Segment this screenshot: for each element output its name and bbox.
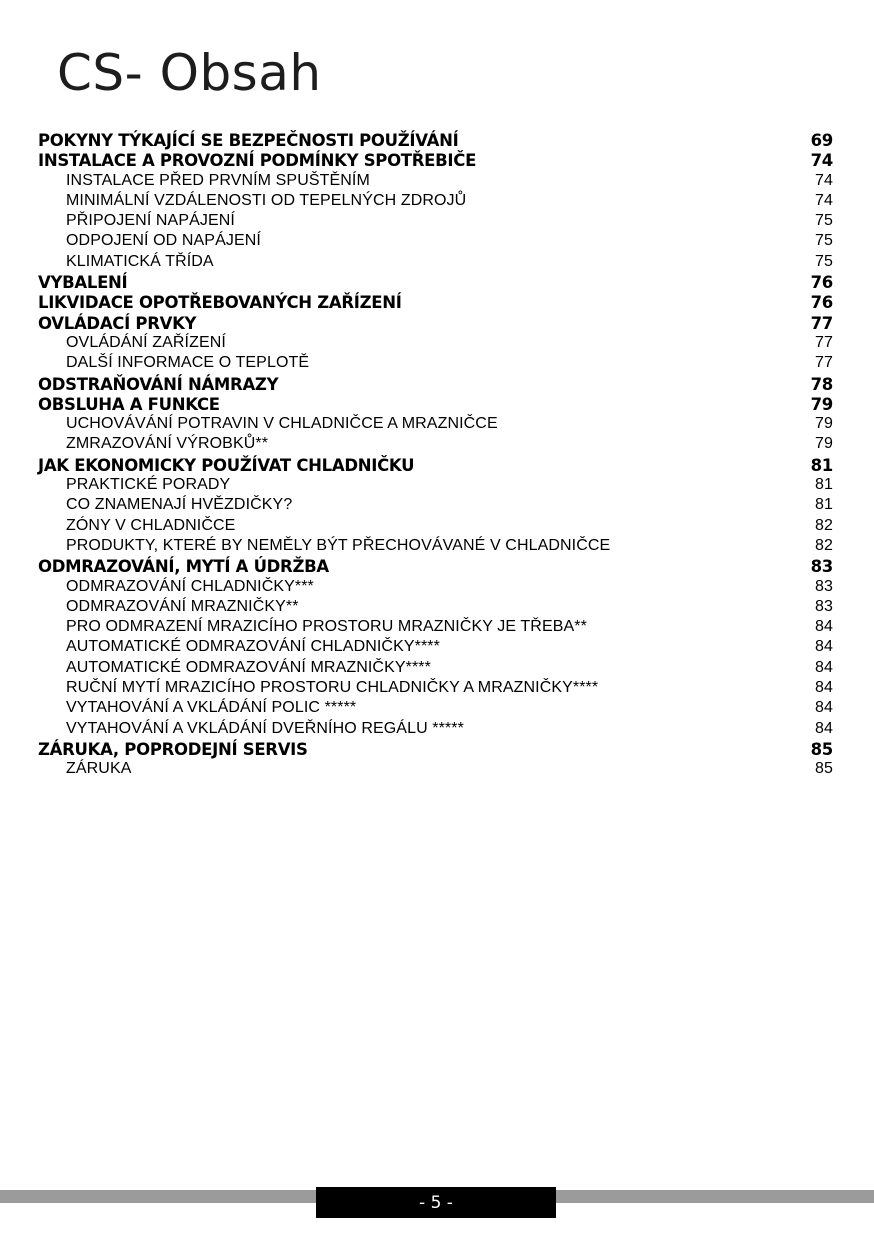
toc-entry-page: 74 <box>815 171 833 189</box>
toc-entry-page: 76 <box>810 273 833 293</box>
toc-entry-label: ODMRAZOVÁNÍ, MYTÍ A ÚDRŽBA <box>38 557 329 577</box>
toc-entry <box>38 415 833 435</box>
toc-entry <box>38 354 833 374</box>
toc-entry-label: KLIMATICKÁ TŘÍDA <box>66 252 214 270</box>
toc-entry <box>38 598 833 618</box>
toc-entry <box>38 293 833 313</box>
toc-entry-label: AUTOMATICKÉ ODMRAZOVÁNÍ CHLADNIČKY**** <box>66 638 440 656</box>
toc-entry <box>38 638 833 658</box>
toc-entry-page: 84 <box>815 699 833 717</box>
toc-entry-label: OBSLUHA A FUNKCE <box>38 394 220 414</box>
toc-entry-page: 79 <box>815 435 833 453</box>
toc-entry-page: 85 <box>810 739 833 759</box>
toc-entry-label: MINIMÁLNÍ VZDÁLENOSTI OD TEPELNÝCH ZDROJŮ <box>66 191 467 209</box>
toc-entry-page: 77 <box>815 333 833 351</box>
toc-entry-page: 81 <box>810 455 833 475</box>
toc-entry-page: 69 <box>810 131 833 150</box>
toc-entry-page: 84 <box>815 658 833 676</box>
toc-entry-page: 84 <box>815 719 833 737</box>
toc-entry-label: ODSTRAŇOVÁNÍ NÁMRAZY <box>38 374 279 394</box>
toc-entry-label: LIKVIDACE OPOTŘEBOVANÝCH ZAŘÍZENÍ <box>38 293 402 313</box>
toc-entry <box>38 720 833 740</box>
toc-entry-page: 83 <box>815 577 833 595</box>
toc-entry-page: 81 <box>815 496 833 514</box>
toc-entry-label: VYBALENÍ <box>38 273 128 293</box>
toc-entry-page: 75 <box>815 232 833 250</box>
toc-entry-label: OVLÁDÁNÍ ZAŘÍZENÍ <box>66 333 226 351</box>
toc-entry-label: VYTAHOVÁNÍ A VKLÁDÁNÍ DVEŘNÍHO REGÁLU ***** <box>66 719 464 737</box>
toc-entry-label: PŘIPOJENÍ NAPÁJENÍ <box>66 212 235 230</box>
page-number-box <box>316 1187 556 1218</box>
toc-entry-label: ZMRAZOVÁNÍ VÝROBKŮ** <box>66 435 269 453</box>
toc-entry-label: PRO ODMRAZENÍ MRAZICÍHO PROSTORU MRAZNIČKY JE TŘEBA** <box>66 618 587 636</box>
toc-entry <box>38 151 833 171</box>
toc-entry-page: 84 <box>815 638 833 656</box>
toc-entry <box>38 659 833 679</box>
toc-entry <box>38 760 833 780</box>
toc-entry-label: ODMRAZOVÁNÍ CHLADNIČKY*** <box>66 577 314 595</box>
toc-entry-page: 79 <box>810 394 833 414</box>
toc-entry <box>38 435 833 455</box>
table-of-contents <box>38 131 833 781</box>
toc-entry-label: ZÁRUKA, POPRODEJNÍ SERVIS <box>38 739 308 759</box>
toc-entry <box>38 699 833 719</box>
toc-entry <box>38 537 833 557</box>
toc-entry <box>38 517 833 537</box>
toc-entry-page: 75 <box>815 252 833 270</box>
toc-entry <box>38 679 833 699</box>
toc-entry-page: 76 <box>810 293 833 313</box>
page-number: - 5 - <box>419 1192 453 1213</box>
toc-entry-page: 74 <box>810 151 833 171</box>
toc-entry <box>38 740 833 760</box>
toc-entry-label: ZÁRUKA <box>66 760 132 778</box>
toc-entry-page: 84 <box>815 679 833 697</box>
toc-entry-page: 82 <box>815 536 833 554</box>
toc-entry-page: 74 <box>815 191 833 209</box>
toc-entry-label: ZÓNY V CHLADNIČCE <box>66 516 236 534</box>
toc-entry-label: PRODUKTY, KTERÉ BY NEMĚLY BÝT PŘECHOVÁVANÉ V CHLADNIČCE <box>66 536 611 554</box>
toc-entry-label: ODPOJENÍ OD NAPÁJENÍ <box>66 232 261 250</box>
toc-entry-label: JAK EKONOMICKY POUŽÍVAT CHLADNIČKU <box>38 455 415 475</box>
toc-entry <box>38 618 833 638</box>
toc-entry <box>38 192 833 212</box>
toc-entry-page: 75 <box>815 212 833 230</box>
toc-entry-label: PRAKTICKÉ PORADY <box>66 476 231 494</box>
toc-entry-page: 83 <box>815 597 833 615</box>
toc-entry-page: 77 <box>815 354 833 372</box>
toc-entry-label: CO ZNAMENAJÍ HVĚZDIČKY? <box>66 496 293 514</box>
toc-entry-page: 84 <box>815 618 833 636</box>
toc-entry <box>38 375 833 395</box>
toc-entry-page: 79 <box>815 415 833 433</box>
toc-entry <box>38 496 833 516</box>
toc-entry-page: 77 <box>810 313 833 333</box>
page-title: CS- Obsah <box>57 44 322 102</box>
toc-entry <box>38 456 833 476</box>
toc-entry-label: AUTOMATICKÉ ODMRAZOVÁNÍ MRAZNIČKY**** <box>66 658 431 676</box>
toc-entry-label: DALŠÍ INFORMACE O TEPLOTĚ <box>66 354 310 372</box>
toc-entry <box>38 334 833 354</box>
toc-entry <box>38 273 833 293</box>
toc-entry <box>38 395 833 415</box>
toc-entry <box>38 232 833 252</box>
toc-entry-label: UCHOVÁVÁNÍ POTRAVIN V CHLADNIČCE A MRAZNIČCE <box>66 415 498 433</box>
toc-entry-page: 85 <box>815 760 833 778</box>
toc-entry-label: INSTALACE A PROVOZNÍ PODMÍNKY SPOTŘEBIČE <box>38 151 477 171</box>
toc-entry-label: RUČNÍ MYTÍ MRAZICÍHO PROSTORU CHLADNIČKY A MRAZNIČKY**** <box>66 679 599 697</box>
toc-entry <box>38 172 833 192</box>
toc-entry-page: 81 <box>815 476 833 494</box>
toc-entry <box>38 131 833 151</box>
toc-entry-page: 82 <box>815 516 833 534</box>
toc-entry <box>38 557 833 577</box>
toc-entry-page: 83 <box>810 557 833 577</box>
toc-entry <box>38 476 833 496</box>
toc-entry-label: POKYNY TÝKAJÍCÍ SE BEZPEČNOSTI POUŽÍVÁNÍ <box>38 131 459 150</box>
toc-entry <box>38 314 833 334</box>
toc-entry-label: VYTAHOVÁNÍ A VKLÁDÁNÍ POLIC ***** <box>66 699 357 717</box>
toc-entry-label: ODMRAZOVÁNÍ MRAZNIČKY** <box>66 597 299 615</box>
toc-entry <box>38 212 833 232</box>
toc-entry-page: 78 <box>810 374 833 394</box>
toc-entry <box>38 578 833 598</box>
toc-entry <box>38 253 833 273</box>
toc-entry-label: OVLÁDACÍ PRVKY <box>38 313 197 333</box>
toc-entry-label: INSTALACE PŘED PRVNÍM SPUŠTĚNÍM <box>66 171 370 189</box>
